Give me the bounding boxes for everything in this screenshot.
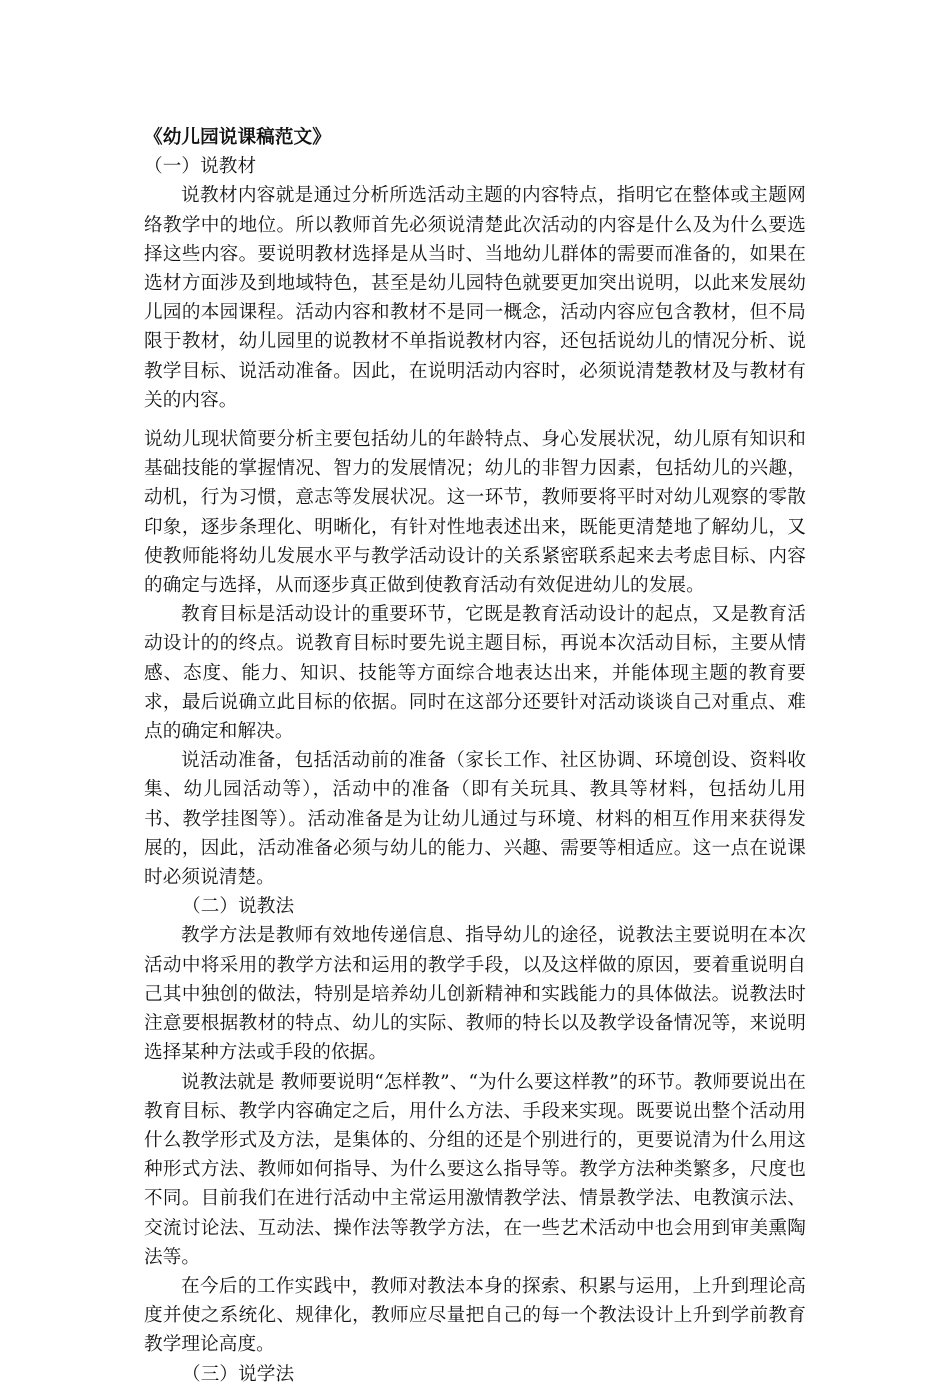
paragraph-child-status: 说幼儿现状简要分析主要包括幼儿的年龄特点、身心发展状况，幼儿原有知识和基础技能的掌握情况、智力的发展情况；幼儿的非智力因素，包括幼儿的兴趣，动机，行为习惯，意志等发展状况。这一环节，教师要将平时对幼儿观察的零散印象，逐步条理化、明晰化，有针对性地表述出来，既能更清楚地了解幼儿，又使教师能将幼儿发展水平与教学活动设计的关系紧密联系起来去考虑目标、内容的确定与选择，从而逐步真正做到使教育活动有效促进幼儿的发展。	[144, 429, 806, 597]
section-heading-learning-method: （三）说学法	[182, 1363, 295, 1385]
section-heading-teaching-method: （二）说教法	[182, 896, 295, 918]
document-page	[144, 123, 806, 1389]
paragraph-gap	[144, 415, 806, 425]
paragraph-how-to-teach: 说教法就是 教师要说明“怎样教”、“为什么要这样教”的环节。教师要说出在教育目标、教学内容确定之后，用什么方法、手段来实现。既要说出整个活动用什么教学形式及方法，是集体的、分组的还是个别进行的，更要说清为什么用这种形式方法、教师如何指导、为什么要这么指导等。教学方法种类繁多，尺度也不同。目前我们在进行活动中主常运用激情教学法、情景教学法、电教演示法、交流讨论法、互动法、操作法等教学方法，在一些艺术活动中也会用到审美熏陶法等。	[144, 1071, 806, 1268]
paragraph-teaching-material: 说教材内容就是通过分析所选活动主题的内容特点，指明它在整体或主题网络教学中的地位。所以教师首先必须说清楚此次活动的内容是什么及为什么要选择这些内容。要说明教材选择是从当时、当地幼儿群体的需要而准备的，如果在选材方面涉及到地域特色，甚至是幼儿园特色就要更加突出说明，以此来发展幼儿园的本园课程。活动内容和教材不是同一概念，活动内容应包含教材，但不局限于教材，幼儿园里的说教材不单指说教材内容，还包括说幼儿的情况分析、说教学目标、说活动准备。因此，在说明活动内容时，必须说清楚教材及与教材有关的内容。	[144, 185, 806, 411]
section-heading-teaching-material: （一）说教材	[144, 156, 257, 178]
document-title: 《幼儿园说课稿范文》	[144, 127, 331, 148]
paragraph-teaching-method: 教学方法是教师有效地传递信息、指导幼儿的途径，说教法主要说明在本次活动中将采用的教学方法和运用的教学手段，以及这样做的原因，要着重说明自己其中独创的做法，特别是培养幼儿创新精神和实践能力的具体做法。说教法时注意要根据教材的特点、幼儿的实际、教师的特长以及教学设备情况等，来说明选择某种方法或手段的依据。	[144, 925, 806, 1064]
paragraph-education-goals: 教育目标是活动设计的重要环节，它既是教育活动设计的起点，又是教育活动设计的的终点。说教育目标时要先说主题目标，再说本次活动目标，主要从情感、态度、能力、知识、技能等方面综合地表达出来，并能体现主题的教育要求，最后说确立此目标的依据。同时在这部分还要针对活动谈谈自己对重点、难点的确定和解决。	[144, 604, 806, 743]
paragraph-practice: 在今后的工作实践中，教师对教法本身的探索、积累与运用，上升到理论高度并使之系统化、规律化，教师应尽量把自己的每一个教法设计上升到学前教育教学理论高度。	[144, 1275, 806, 1356]
paragraph-activity-preparation: 说活动准备，包括活动前的准备（家长工作、社区协调、环境创设、资料收集、幼儿园活动等），活动中的准备（即有关玩具、教具等材料，包括幼儿用书、教学挂图等）。活动准备是为让幼儿通过与环境、材料的相互作用来获得发展的，因此，活动准备必须与幼儿的能力、兴趣、需要等相适应。这一点在说课时必须说清楚。	[144, 750, 806, 889]
